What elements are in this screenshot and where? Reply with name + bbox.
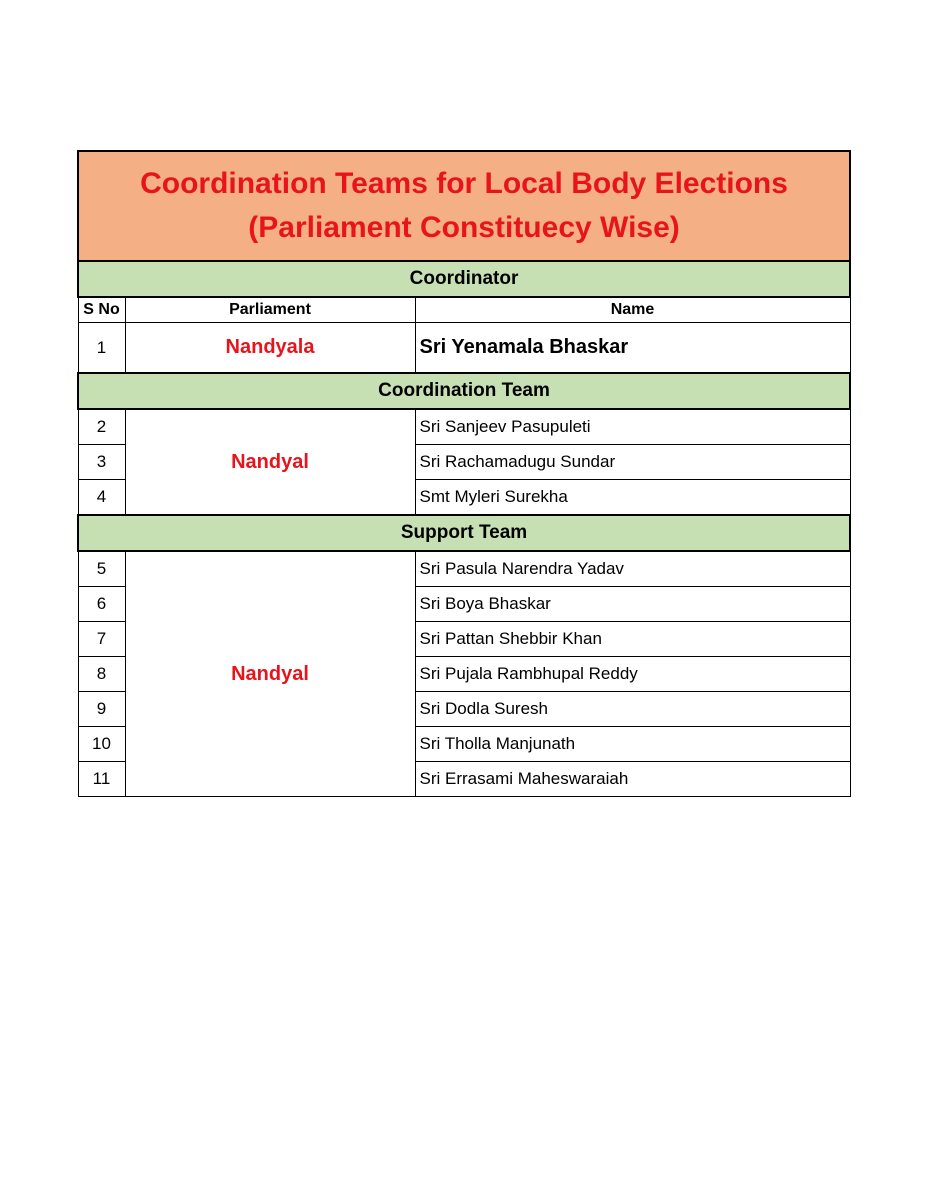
parliament-cell: Nandyal	[125, 551, 415, 797]
column-header-sno: S No	[78, 297, 125, 323]
coordination-teams-sheet	[77, 150, 849, 797]
column-header-parliament: Parliament	[125, 297, 415, 323]
name-cell: Sri Pujala Rambhupal Reddy	[415, 657, 850, 692]
name-cell: Sri Boya Bhaskar	[415, 587, 850, 622]
sno-cell: 9	[78, 692, 125, 727]
sno-cell: 4	[78, 480, 125, 516]
name-cell: Sri Rachamadugu Sundar	[415, 445, 850, 480]
title-line-2: (Parliament Constituecy Wise)	[248, 211, 680, 244]
section-header-coordination-team: Coordination Team	[78, 373, 850, 409]
sheet-title	[78, 151, 850, 261]
section-header-coordinator: Coordinator	[78, 261, 850, 297]
sno-cell: 10	[78, 727, 125, 762]
sno-cell: 5	[78, 551, 125, 587]
sno-cell: 11	[78, 762, 125, 797]
sno-cell: 1	[78, 323, 125, 374]
name-cell: Sri Errasami Maheswaraiah	[415, 762, 850, 797]
sno-cell: 8	[78, 657, 125, 692]
table-row	[78, 409, 850, 445]
teams-table	[77, 150, 851, 797]
name-cell: Sri Dodla Suresh	[415, 692, 850, 727]
column-header-row	[78, 297, 850, 323]
name-cell: Sri Pattan Shebbir Khan	[415, 622, 850, 657]
sno-cell: 2	[78, 409, 125, 445]
section-header-support-team: Support Team	[78, 515, 850, 551]
parliament-cell: Nandyala	[125, 323, 415, 374]
column-header-name: Name	[415, 297, 850, 323]
table-row	[78, 551, 850, 587]
name-cell: Sri Sanjeev Pasupuleti	[415, 409, 850, 445]
title-line-1: Coordination Teams for Local Body Elections	[140, 167, 788, 200]
name-cell: Smt Myleri Surekha	[415, 480, 850, 516]
table-row	[78, 323, 850, 374]
sno-cell: 3	[78, 445, 125, 480]
name-cell: Sri Yenamala Bhaskar	[415, 323, 850, 374]
parliament-cell: Nandyal	[125, 409, 415, 515]
sno-cell: 6	[78, 587, 125, 622]
name-cell: Sri Tholla Manjunath	[415, 727, 850, 762]
sno-cell: 7	[78, 622, 125, 657]
name-cell: Sri Pasula Narendra Yadav	[415, 551, 850, 587]
